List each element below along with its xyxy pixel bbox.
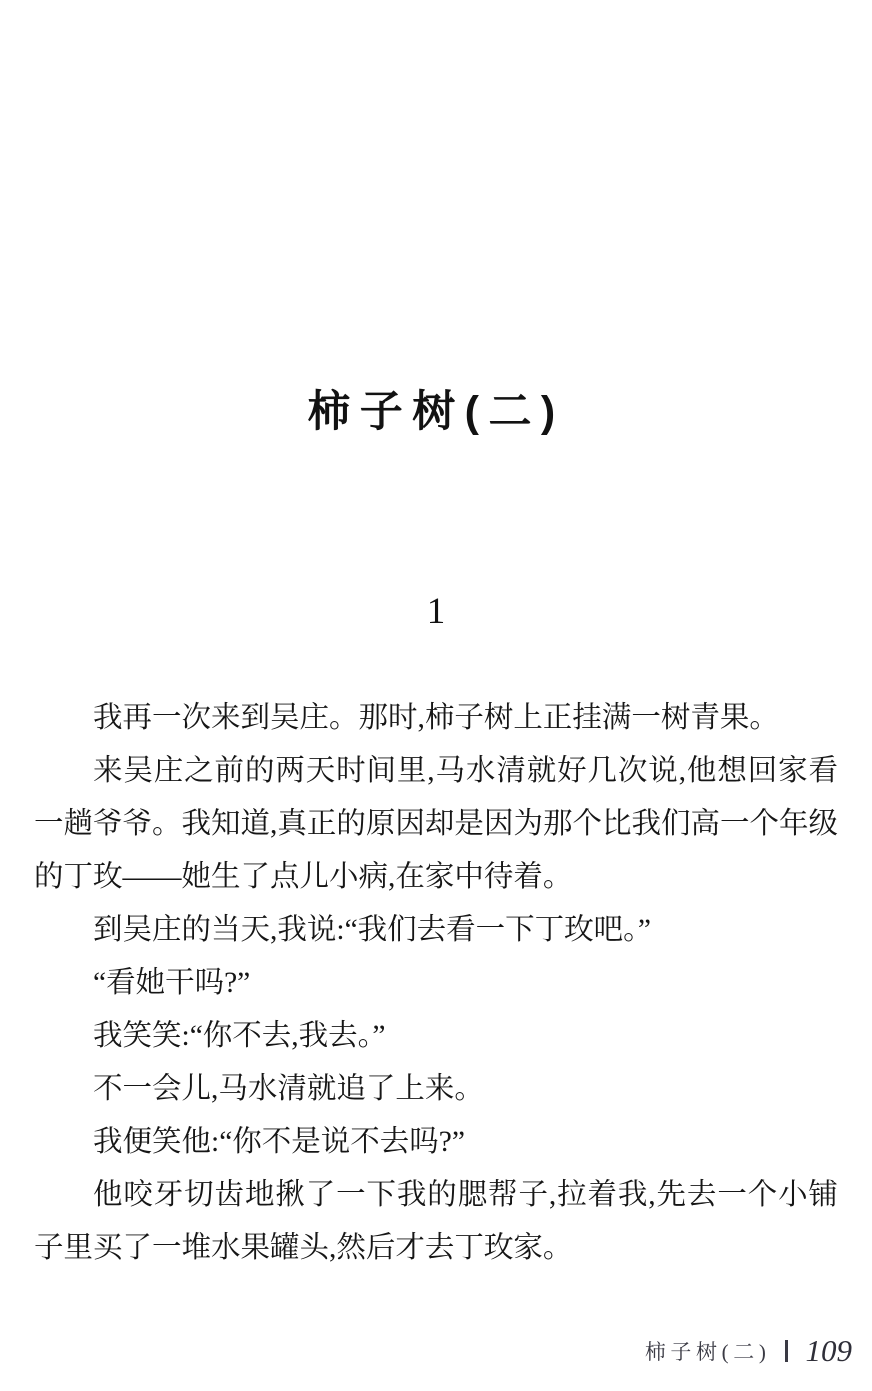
paragraph: 到吴庄的当天,我说:“我们去看一下丁玫吧。” — [93, 914, 652, 946]
footer-separator — [785, 1340, 788, 1362]
paragraph: 我笑笑:“你不去,我去。” — [93, 1020, 386, 1052]
paragraph: “看她干吗?” — [93, 967, 251, 999]
section-number: 1 — [426, 591, 446, 632]
paragraph: 来吴庄之前的两天时间里,马水清就好几次说,他想回家看一趟爷爷。我知道,真正的原因却是因为那个比我们高一个年级的丁玫——她生了点儿小病,在家中待着。 — [34, 755, 838, 893]
paragraph: 我便笑他:“你不是说不去吗?” — [93, 1126, 465, 1158]
paragraph: 我再一次来到吴庄。那时,柿子树上正挂满一树青果。 — [93, 702, 779, 734]
paragraph: 他咬牙切齿地揪了一下我的腮帮子,拉着我,先去一个小铺子里买了一堆水果罐头,然后才去丁玫家。 — [34, 1179, 838, 1264]
page-footer — [645, 1333, 852, 1369]
body-text — [34, 692, 838, 1275]
paragraph: 不一会儿,马水清就追了上来。 — [93, 1073, 484, 1105]
chapter-title: 柿子树(二) — [307, 388, 565, 436]
footer-page-number: 109 — [805, 1333, 852, 1368]
footer-running-title: 柿子树(二) — [644, 1340, 771, 1364]
